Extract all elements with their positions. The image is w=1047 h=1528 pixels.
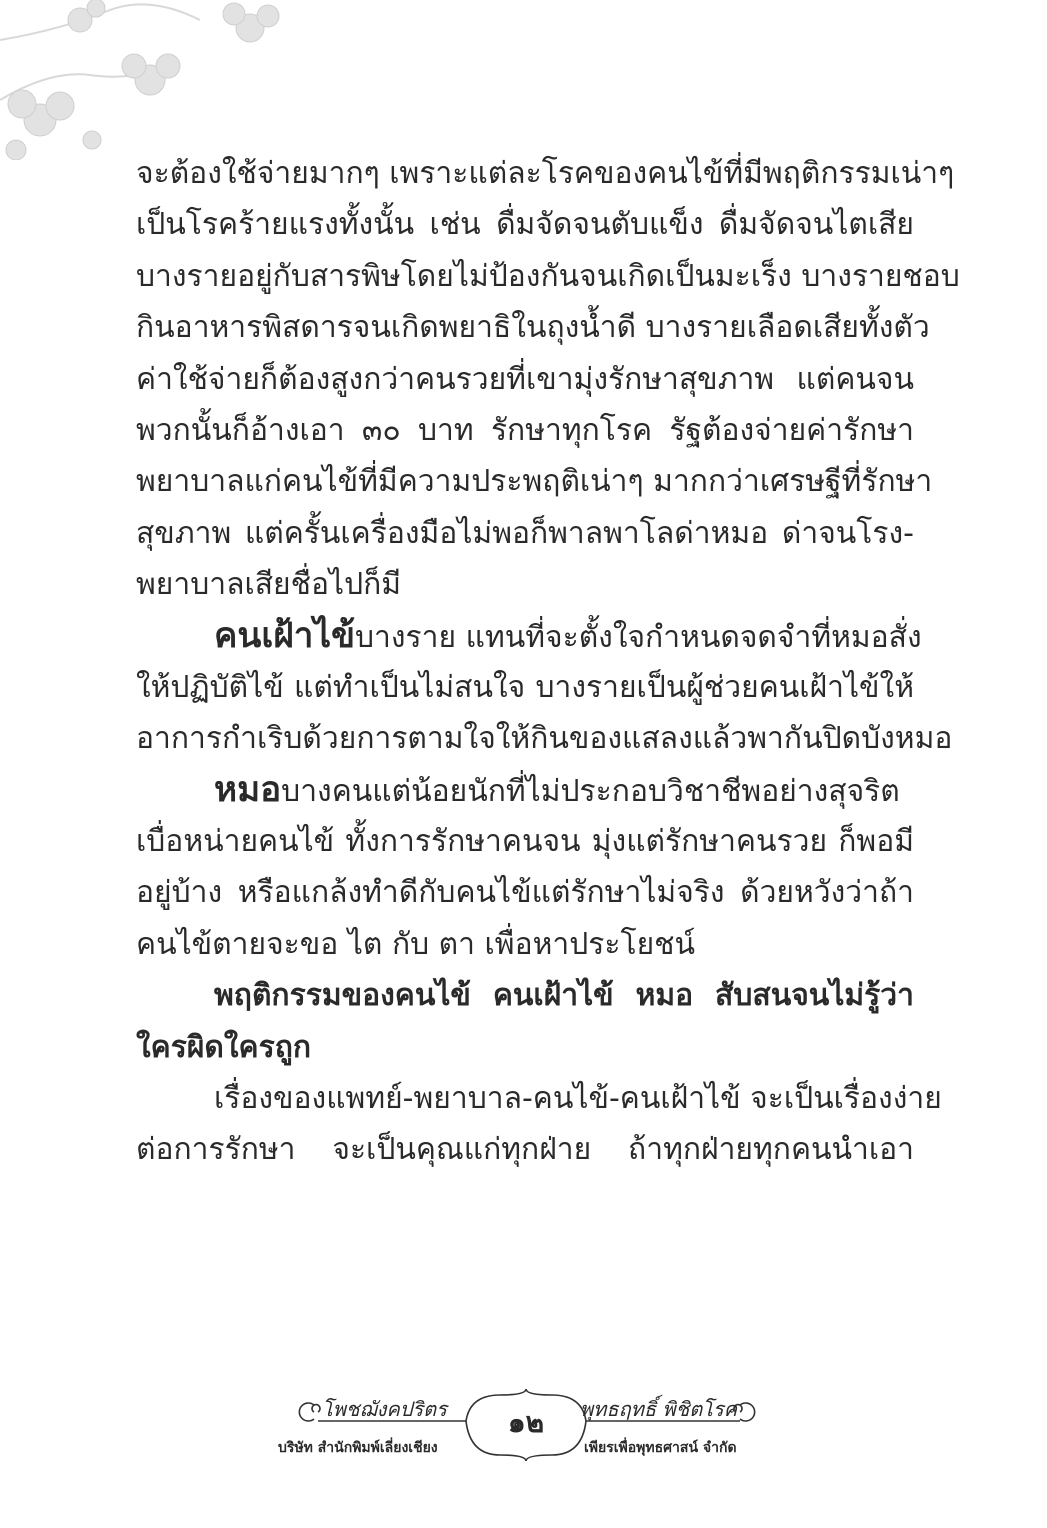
text-line: เป็นโรคร้ายแรงทั้งนั้น เช่น ดื่มจัดจนตับแข็ง ดื่มจัดจนไตเสีย [136,207,914,243]
text-line: ต่อการรักษา จะเป็นคุณแก่ทุกฝ่าย ถ้าทุกฝ่ายทุกคนนำเอา [136,1132,914,1168]
paragraph-doctor-first-line [136,765,914,816]
floral-corner-ornament [0,0,300,160]
text-line: พยาบาลแก่คนไข้ที่มีความประพฤติเน่าๆ มากกว่าเศรษฐีที่รักษา [136,464,933,500]
text-line: กินอาหารพิสดารจนเกิดพยาธิในถุงน้ำดี บางรายเลือดเสียทั้งตัว [136,310,930,346]
footer-left-title: โพชฌังคปริตร [322,1397,447,1421]
paragraph-caregiver-first-line [136,611,922,662]
footer-left-publisher: บริษัท สำนักพิมพ์เลี่ยงเชียง [278,1440,438,1456]
lead-term-doctor: หมอ [214,769,282,810]
page-number: ๑๒ [507,1406,545,1439]
text-line: เรื่องของแพทย์-พยาบาล-คนไข้-คนเฝ้าไข้ จะเป็นเรื่องง่าย [214,1081,942,1117]
body-text [136,148,960,1176]
text-line: คนไข้ตายจะขอ ไต กับ ตา เพื่อหาประโยชน์ [136,926,696,962]
footer-right-title: พุทธฤทธิ์ พิชิตโรค [580,1397,738,1421]
text-line: พวกนั้นก็อ้างเอา ๓๐ บาท รักษาทุกโรค รัฐต้องจ่ายค่ารักษา [136,412,914,448]
bold-statement-line: พฤติกรรมของคนไข้ คนเฝ้าไข้ หมอ สับสนจนไม่รู้ว่า [214,978,914,1014]
lead-term-caregiver: คนเฝ้าไข้ [214,615,355,656]
text-run: บางราย แทนที่จะตั้งใจกำหนดจดจำที่หมอสั่ง [355,619,922,655]
text-run: บางคนแต่น้อยนักที่ไม่ประกอบวิชาชีพอย่างสุจริต [281,773,900,809]
text-line: บางรายอยู่กับสารพิษโดยไม่ป้องกันจนเกิดเป็นมะเร็ง บางรายชอบ [136,258,960,294]
text-line: สุขภาพ แต่ครั้นเครื่องมือไม่พอก็พาลพาโลด่าหมอ ด่าจนโรง- [136,515,914,551]
text-line: พยาบาลเสียชื่อไปก็มี [136,567,402,603]
text-line: อยู่บ้าง หรือแกล้งทำดีกับคนไข้แต่รักษาไม่จริง ด้วยหวังว่าถ้า [136,875,914,911]
footer-right-publisher: เพียรเพื่อพุทธศาสน์ จำกัด [584,1440,737,1456]
bold-statement-line: ใครผิดใครถูก [136,1029,312,1065]
text-line: เบื่อหน่ายคนไข้ ทั้งการรักษาคนจน มุ่งแต่รักษาคนรวย ก็พอมี [136,824,914,860]
page-footer [270,1385,780,1465]
text-line: ให้ปฏิบัติไข้ แต่ทำเป็นไม่สนใจ บางรายเป็นผู้ช่วยคนเฝ้าไข้ให้ [136,669,914,705]
text-line: จะต้องใช้จ่ายมากๆ เพราะแต่ละโรคของคนไข้ที่มีพฤติกรรมเน่าๆ [136,156,955,191]
text-line: ค่าใช้จ่ายก็ต้องสูงกว่าคนรวยที่เขามุ่งรักษาสุขภาพ แต่คนจน [136,361,914,397]
text-line: อาการกำเริบด้วยการตามใจให้กินของแสลงแล้วพากันปิดบังหมอ [136,721,953,757]
